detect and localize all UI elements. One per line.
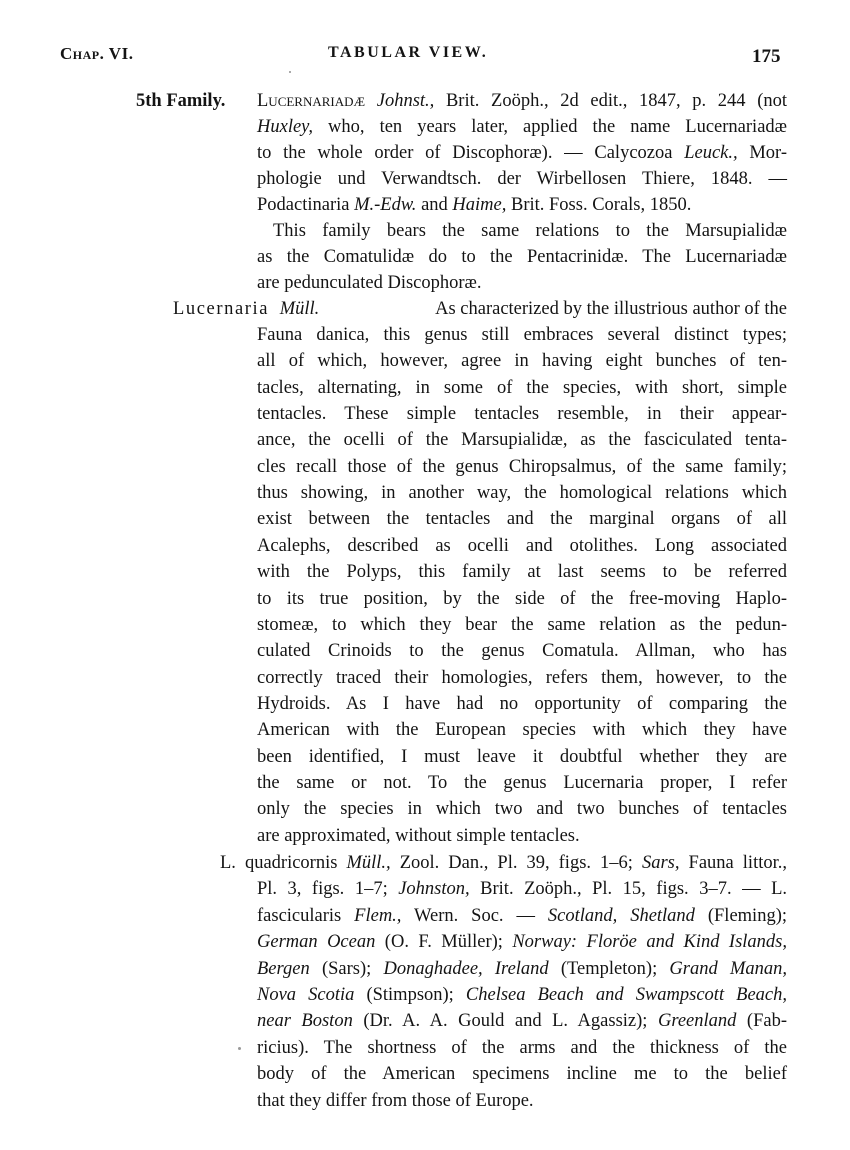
genus-description-line: are approximated, without simple tentacles. xyxy=(257,825,580,846)
species-line: that they differ from those of Europe. xyxy=(257,1090,534,1111)
genus-description-line: tentacles. These simple tentacles resemble, in their appear- xyxy=(257,404,787,425)
genus-description-line: with the Polyps, this family at last seems to be referred xyxy=(257,562,787,583)
genus-description-line: been identified, I must leave it doubtful whether they are xyxy=(257,746,787,767)
family-line-3: to the whole order of Discophoræ). — Calycozoa Leuck., Mor- xyxy=(257,143,787,163)
species-line: Pl. 3, figs. 1–7; Johnston, Brit. Zoöph., Pl. 15, figs. 3–7. — L. xyxy=(257,879,787,900)
genus-description-line: culated Crinoids to the genus Comatula. Allman, who has xyxy=(257,641,787,662)
genus-description-line: correctly traced their homologies, refers them, however, to the xyxy=(257,667,787,688)
species-line: near Boston (Dr. A. A. Gould and L. Agassiz); Greenland (Fab- xyxy=(257,1011,787,1032)
genus-description-line: Fauna danica, this genus still embraces several distinct types; xyxy=(257,325,787,345)
genus-description-line: cles recall those of the genus Chiropsalmus, of the same family; xyxy=(257,456,787,477)
family-line-2: Huxley, who, ten years later, applied the name Lucernariadæ xyxy=(257,117,787,137)
running-title: TABULAR VIEW. xyxy=(328,44,489,61)
genus-description-line: American with the European species with which they have xyxy=(257,720,787,741)
genus-name: Lucernaria xyxy=(173,299,270,319)
genus-description-line: Acalephs, described as ocelli and otolithes. Long associated xyxy=(257,535,787,556)
family-line-4: phologie und Verwandtsch. der Wirbellosen Thiere, 1848. — xyxy=(257,169,787,189)
genus-author: Müll. xyxy=(279,299,320,319)
relations-line-3: are pedunculated Discophoræ. xyxy=(257,273,482,293)
relations-line-2: as the Comatulidæ do to the Pentacrinidæ. The Lucernariadæ xyxy=(257,247,787,267)
genus-first-line: Lucernaria Müll. As characterized by the illustrious author of the xyxy=(173,299,787,319)
genus-description-line: only the species in which two and two bunches of tentacles xyxy=(257,799,787,820)
genus-description-line: exist between the tentacles and the marginal organs of all xyxy=(257,509,787,530)
species-line: German Ocean (O. F. Müller); Norway: Floröe and Kind Islands, xyxy=(257,932,787,953)
family-line-1: Lucernariadæ Johnst., Brit. Zoöph., 2d edit., 1847, p. 244 (not xyxy=(257,91,788,111)
species-line: body of the American specimens incline me to the belief xyxy=(257,1064,787,1085)
genus-description-line: the same or not. To the genus Lucernaria proper, I refer xyxy=(257,772,787,793)
genus-description-line: stomeæ, to which they bear the same relation as the pedun- xyxy=(257,614,787,635)
genus-description-line: ance, the ocelli of the Marsupialidæ, as the fasciculated tenta- xyxy=(257,430,787,451)
genus-description-line: thus showing, in another way, the homological relations which xyxy=(257,483,787,504)
genus-description-line: all of which, however, agree in having eight bunches of ten- xyxy=(257,351,787,372)
genus-description-line: to its true position, by the side of the free-moving Haplo- xyxy=(257,588,787,609)
chapter-label: Chap. VI. xyxy=(60,44,134,63)
species-line: Nova Scotia (Stimpson); Chelsea Beach and Swampscott Beach, xyxy=(257,985,788,1005)
family-label: 5th Family. xyxy=(136,91,226,111)
species-line: fascicularis Flem., Wern. Soc. — Scotland, Shetland (Fleming); xyxy=(257,905,787,926)
print-speck xyxy=(238,1047,241,1050)
page-number: 175 xyxy=(752,46,781,67)
genus-description-line: Hydroids. As I have had no opportunity of comparing the xyxy=(257,693,787,714)
family-line-5: Podactinaria M.-Edw. and Haime, Brit. Foss. Corals, 1850. xyxy=(257,195,692,215)
genus-description-line: tacles, alternating, in some of the species, with short, simple xyxy=(257,377,787,398)
relations-line-1: This family bears the same relations to the Marsupialidæ xyxy=(273,221,787,241)
species-line: L. quadricornis Müll., Zool. Dan., Pl. 39, figs. 1–6; Sars, Fauna littor., xyxy=(220,853,787,873)
species-line: Bergen (Sars); Donaghadee, Ireland (Templeton); Grand Manan, xyxy=(257,958,787,979)
running-header xyxy=(0,44,850,74)
species-line: ricius). The shortness of the arms and the thickness of the xyxy=(257,1037,787,1058)
